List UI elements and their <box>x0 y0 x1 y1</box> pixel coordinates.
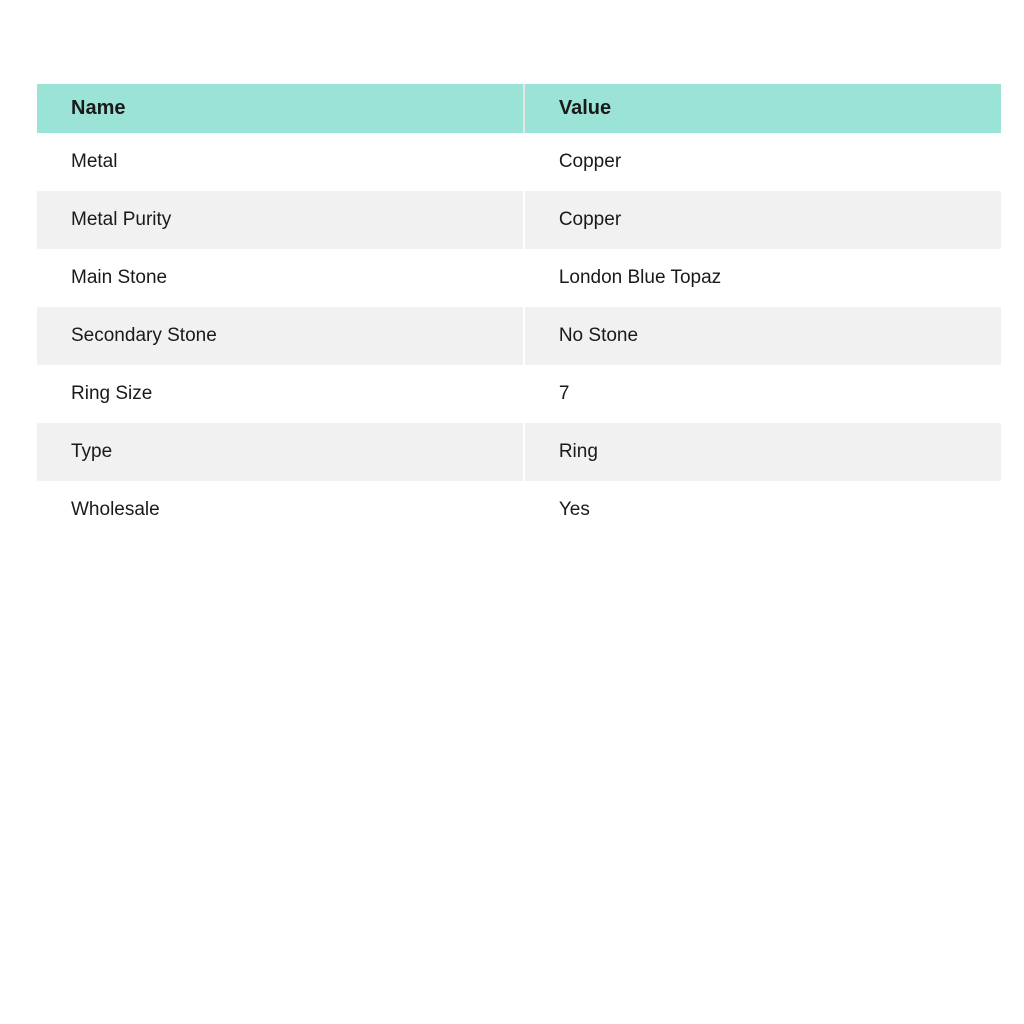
table-row <box>37 481 1001 539</box>
table-row <box>37 249 1001 307</box>
attribute-value-cell: 7 <box>524 365 1001 423</box>
table-row <box>37 191 1001 249</box>
column-header-name: Name <box>71 97 126 119</box>
column-header-value: Value <box>524 84 1001 133</box>
attribute-name-cell: Wholesale <box>71 499 160 520</box>
attribute-value-cell: London Blue Topaz <box>524 249 1001 307</box>
attributes-table <box>37 84 1001 539</box>
attribute-value-cell: Copper <box>524 191 1001 249</box>
attribute-value-cell: Yes <box>524 481 1001 539</box>
attribute-name-cell: Ring Size <box>71 383 153 404</box>
table-header-row <box>37 84 1001 133</box>
attribute-value-cell: Ring <box>524 423 1001 481</box>
attribute-value-cell: Copper <box>524 133 1001 191</box>
attribute-name-cell: Main Stone <box>71 267 168 288</box>
attribute-name-cell: Type <box>71 441 113 462</box>
attribute-value-cell: No Stone <box>524 307 1001 365</box>
table-row <box>37 133 1001 191</box>
attribute-name-cell: Secondary Stone <box>71 325 217 346</box>
table-row <box>37 423 1001 481</box>
attribute-name-cell: Metal Purity <box>71 209 172 230</box>
table-row <box>37 307 1001 365</box>
attribute-name-cell: Metal <box>71 151 118 172</box>
table-row <box>37 365 1001 423</box>
